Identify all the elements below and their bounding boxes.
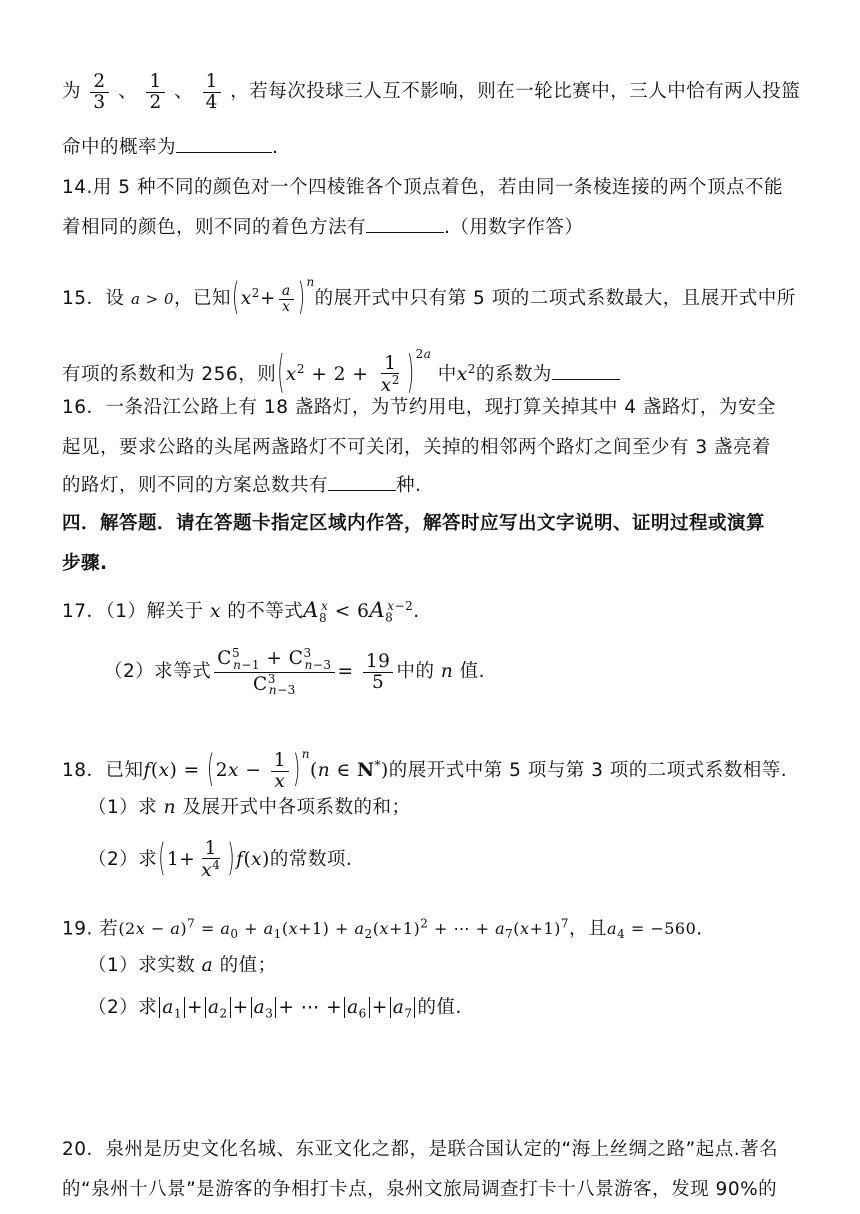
q19-stem: 19. 若$(2x - a)^7 = a_0 + a_1(x+1) + a_2(x+1)^2$ + ⋯ + $a_7(x+1)^7$，且$a_4 = -560$.	[62, 917, 703, 942]
q13-line2: 命中的概率为 .	[62, 134, 278, 162]
q18-stem: 18．已知f(x) = (2x − $\frac{1}{x}$ )$^n$(n ∈ N*)的展开式中第 5 项与第 3 项的二项式系数相等.	[62, 747, 788, 792]
q13-text1: ，若每次投球三人互不影响，则在一轮比赛中，三人中恰有两人投篮	[230, 81, 801, 102]
q18-part1: （1）求 n 及展开式中各项系数的和；	[88, 797, 411, 818]
q15-line2: 有项的系数和为 256，则($x^2 + 2$ + $\frac{1}{x^2}$ )$^{2a}$ 中$x^2$的系数为	[62, 330, 620, 399]
q17-part1: 17．（1）解关于 x 的不等式$A_8^x < 6A_8^{x-2}$.	[62, 598, 420, 625]
fraction-2-3: $\frac{2}{3}$	[90, 72, 108, 112]
q16-line3: 的路灯，则不同的方案总数共有 种.	[62, 472, 421, 500]
fraction-1-4: $\frac{1}{4}$	[203, 72, 221, 112]
condition-a-positive: a > 0	[130, 290, 175, 308]
combination-fraction: $\frac{C^5_{n-1} + C^3_{n-3}}{C^3_{n-3}}$	[214, 647, 334, 697]
q20-line2: 的“泉州十八景”是游客的争相打卡点，泉州文旅局调查打卡十八景游客，发现 90%的	[62, 1179, 778, 1200]
function-definition: f(x) = (2x − $\frac{1}{x}$ )$^n$(n ∈ N*)	[143, 747, 389, 792]
q14-line1: 14.用 5 种不同的颜色对一个四棱锥各个顶点着色，若由同一条棱连接的两个顶点不能	[62, 177, 783, 198]
fraction-1-2: $\frac{1}{2}$	[146, 72, 164, 112]
answer-blank[interactable]	[552, 361, 620, 380]
answer-blank[interactable]	[176, 134, 272, 153]
section-heading: 四．解答题．请在答题卡指定区域内作答，解答时应写出文字说明、证明过程或演算	[62, 513, 766, 534]
q13-line1: 为 $\frac{2}{3}$ 、 $\frac{1}{2}$ 、 $\frac{1}{4}$ ，若每次投球三人互不影响，则在一轮比赛中，三人中恰有两人投篮	[62, 71, 801, 113]
q17-part2: （2）求等式 $\frac{C^5_{n-1} + C^3_{n-3}}{C^3_{n-3}}$ = $\frac{19}{5}$ 中的 n 值.	[104, 646, 486, 698]
power-expression: ($x^2 + 2$ + $\frac{1}{x^2}$ )$^{2a}$	[277, 347, 432, 399]
q20-line1: 20．泉州是历史文化名城、东亚文化之都，是联合国认定的“海上丝绸之路”起点.著名	[62, 1139, 779, 1160]
q19-part2: （2）求 $a_1 + a_2 + a_3$ + ⋯ + $a_6 + a_7$ 的值.	[88, 997, 462, 1021]
q18-part2: （2）求(1+ $\frac{1}{x^4}$ )f(x)的常数项.	[88, 838, 353, 882]
answer-blank[interactable]	[366, 214, 444, 233]
polynomial-identity: $(2x - a)^7 = a_0 + a_1(x+1) + a_2(x+1)^2$ + ⋯ + $a_7(x+1)^7$	[118, 917, 570, 942]
q16-line2: 起见，要求公路的头尾两盏路灯不可关闭，关掉的相邻两个路灯之间至少有 3 盏亮着	[62, 437, 772, 458]
q13-lead: 为	[62, 81, 82, 102]
q15-line1: 15．设 a > 0，已知($x^2+$ $\frac{a}{x}$ )$^n$的展开式中只有第 5 项的二项式系数最大，且展开式中所	[62, 275, 796, 319]
section-heading-cont: 步骤.	[62, 553, 108, 574]
q14-line2: 着相同的颜色，则不同的着色方法有 .（用数字作答）	[62, 214, 583, 242]
binomial-expression: ($x^2+$ $\frac{a}{x}$ )$^n$	[232, 275, 315, 319]
answer-blank[interactable]	[328, 472, 396, 491]
q19-part1: （1）求实数 a 的值；	[88, 955, 277, 976]
q16-line1: 16．一条沿江公路上有 18 盏路灯，为节约用电，现打算关掉其中 4 盏路灯，为安全	[62, 397, 776, 418]
